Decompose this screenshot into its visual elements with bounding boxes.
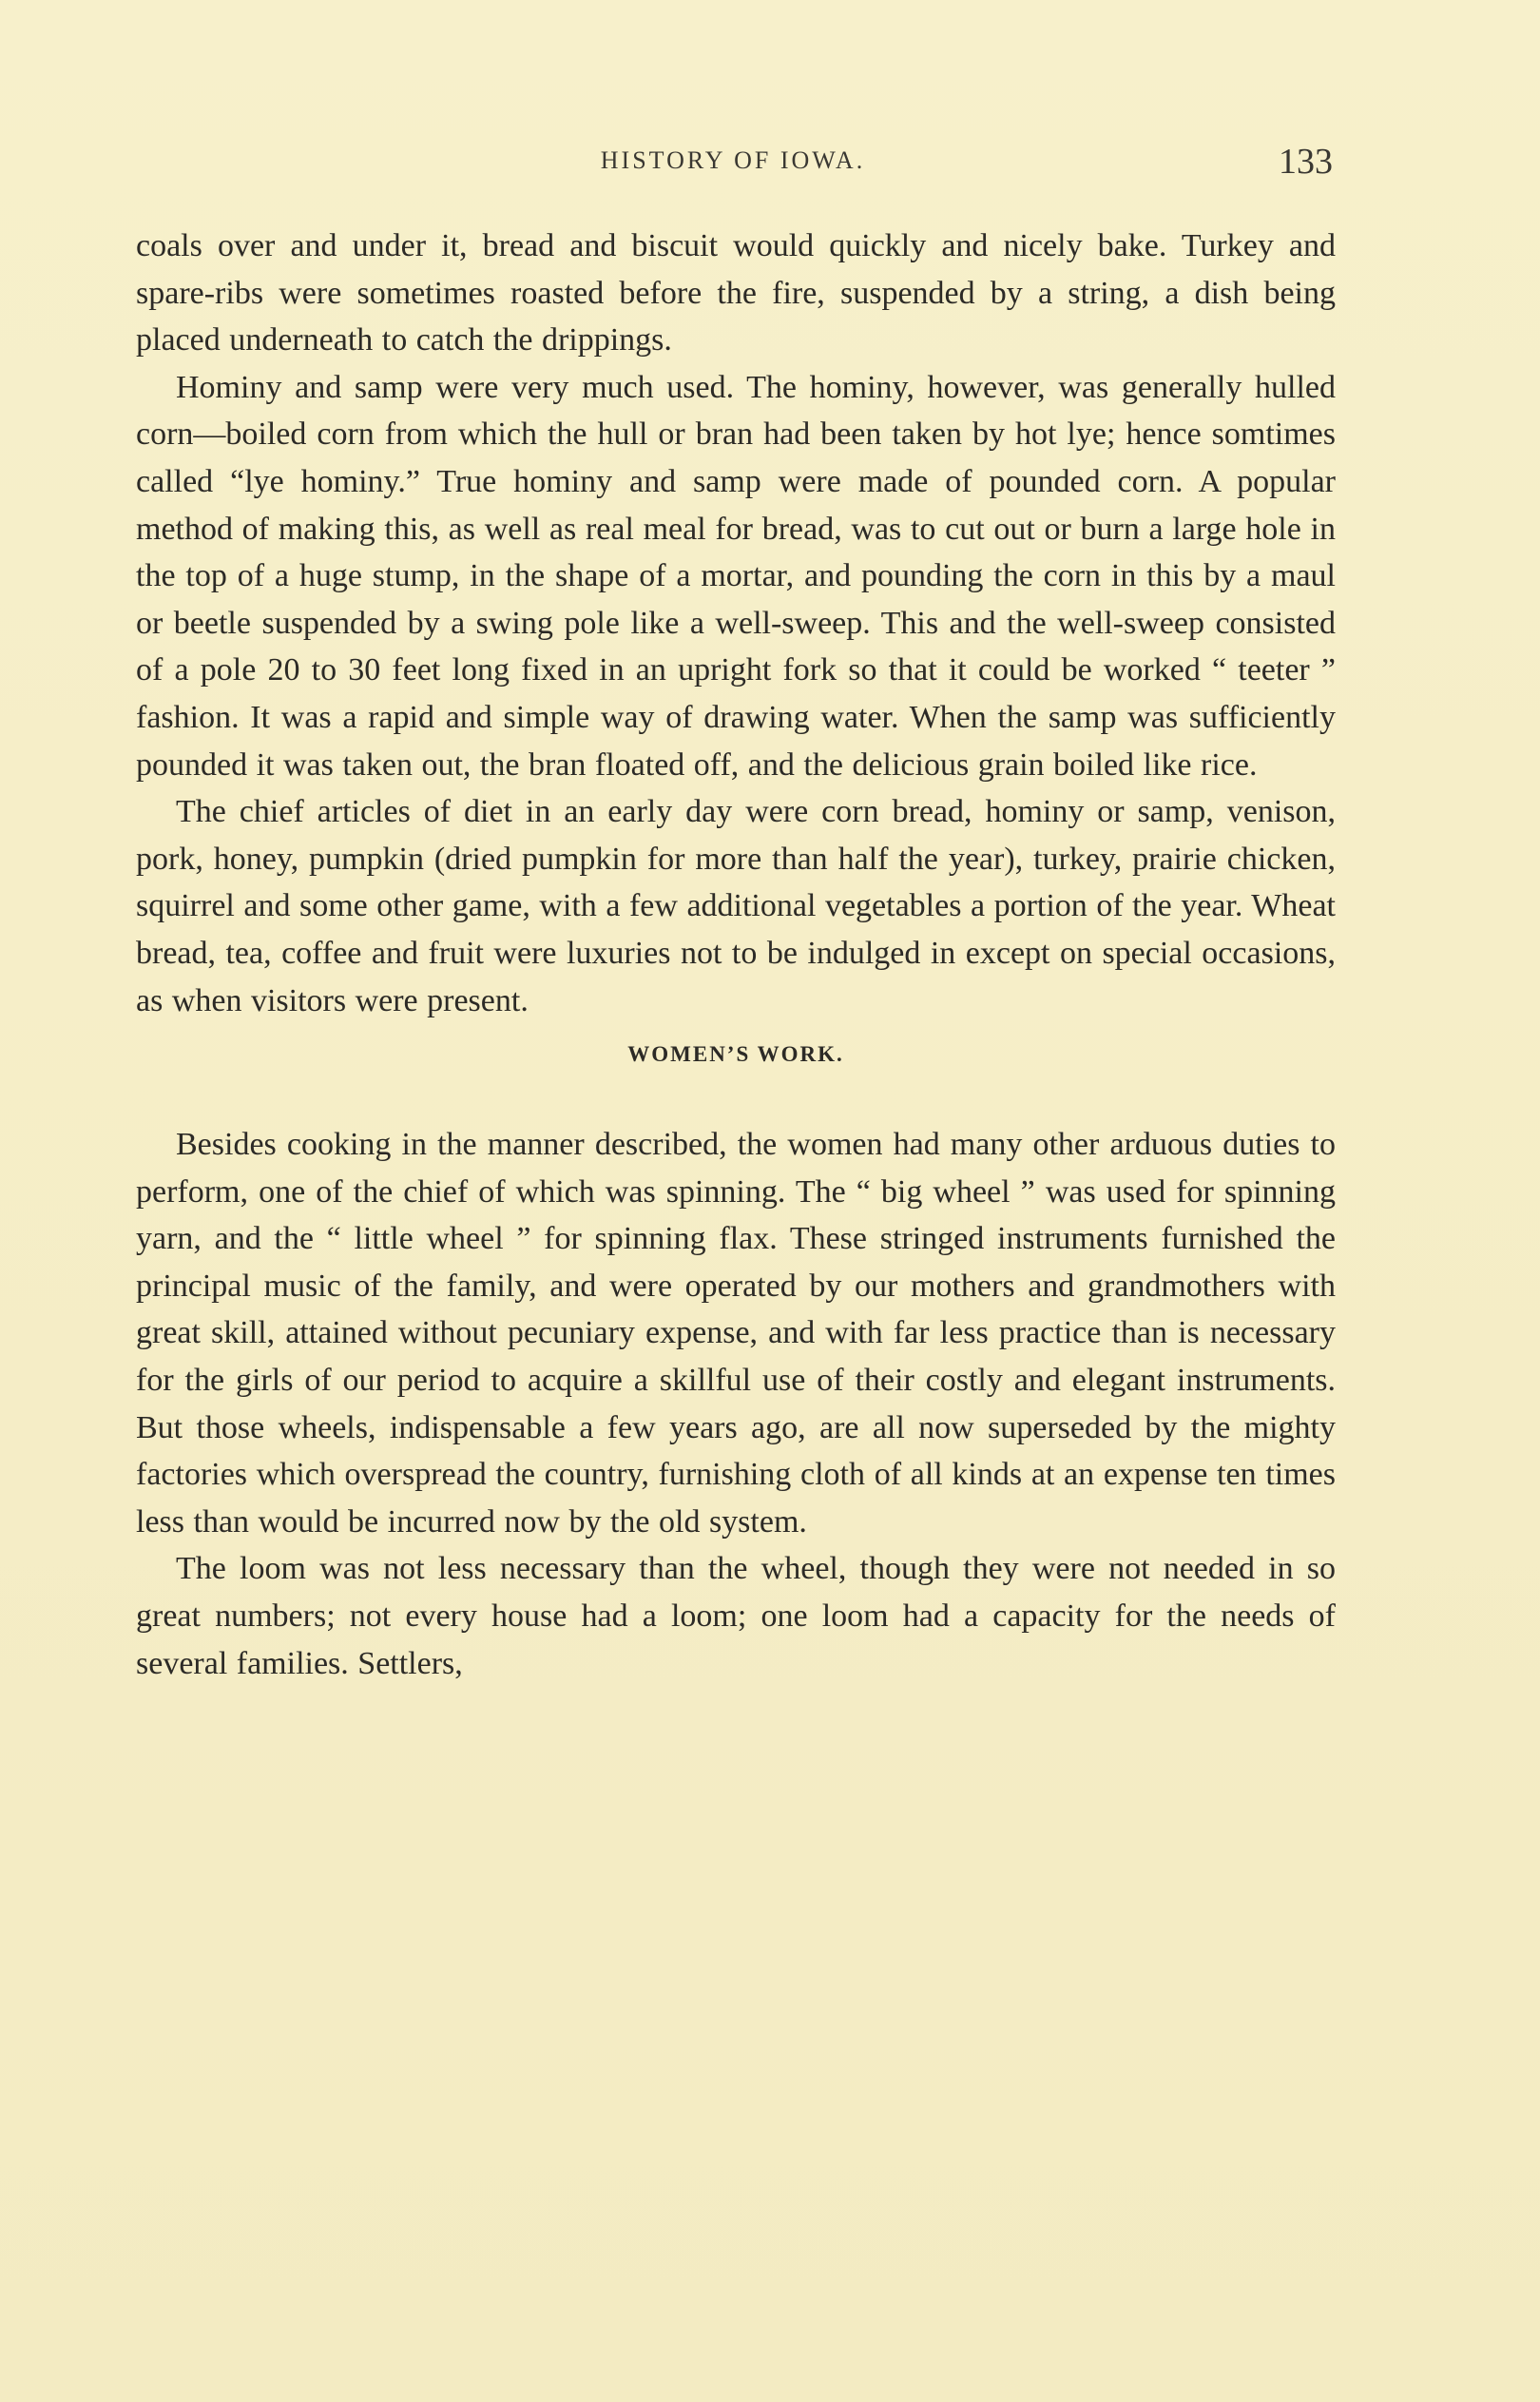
page-header [133, 141, 1333, 188]
page-number: 133 [1279, 142, 1333, 182]
running-title: HISTORY OF IOWA. [600, 146, 866, 174]
paragraph: The chief articles of diet in an early day were corn bread, hominy or samp, venison, pork, honey, pumpkin (dried pumpkin for more than half the year), turkey, prairie chicken, squirrel and some other game, with a few additional vegetables a portion of the year. Wheat bread, tea, coffee and fruit were luxuries not to be indulged in except on special occasions, as when visitors were present. [136, 794, 1336, 1018]
paragraph: coals over and under it, bread and biscuit would quickly and nicely bake. Turkey and spare-ribs were sometimes roasted before the fire, suspended by a string, a dish being placed underneath to catch the drippings. [136, 228, 1336, 358]
paragraph: The loom was not less necessary than the wheel, though they were not needed in so great numbers; not every house had a loom; one loom had a capacity for the needs of several families. Settlers, [136, 1551, 1336, 1681]
paragraph: Besides cooking in the manner described, the women had many other arduous duties to perform, one of the chief of which was spinning. The “ big wheel ” was used for spinning yarn, and the “ little wheel ” for spinning flax. These stringed instruments furnished the principal music of the family, and were operated by our mothers and grandmothers with great skill, attained without pecuniary expense, and with far less practice than is necessary for the girls of our period to acquire a skillful use of their costly and elegant instruments. But those wheels, indispensable a few years ago, are all now superseded by the mighty factories which overspread the country, furnishing cloth of all kinds at an expense ten times less than would be incurred now by the old system. [136, 1127, 1336, 1540]
page-body [136, 223, 1336, 1687]
section-heading: WOMEN’S WORK. [627, 1042, 844, 1067]
paragraph: Hominy and samp were very much used. The hominy, however, was generally hulled corn—boiled corn from which the hull or bran had been taken by hot lye; hence somtimes called “lye hominy.” True hominy and samp were made of pounded corn. A popular method of making this, as well as real meal for bread, was to cut out or burn a large hole in the top of a huge stump, in the shape of a mortar, and pounding the corn in this by a maul or beetle suspended by a swing pole like a well-sweep. This and the well-sweep consisted of a pole 20 to 30 feet long fixed in an upright fork so that it could be worked “ teeter ” fashion. It was a rapid and simple way of drawing water. When the samp was sufficiently pounded it was taken out, the bran floated off, and the delicious grain boiled like rice. [136, 369, 1336, 783]
